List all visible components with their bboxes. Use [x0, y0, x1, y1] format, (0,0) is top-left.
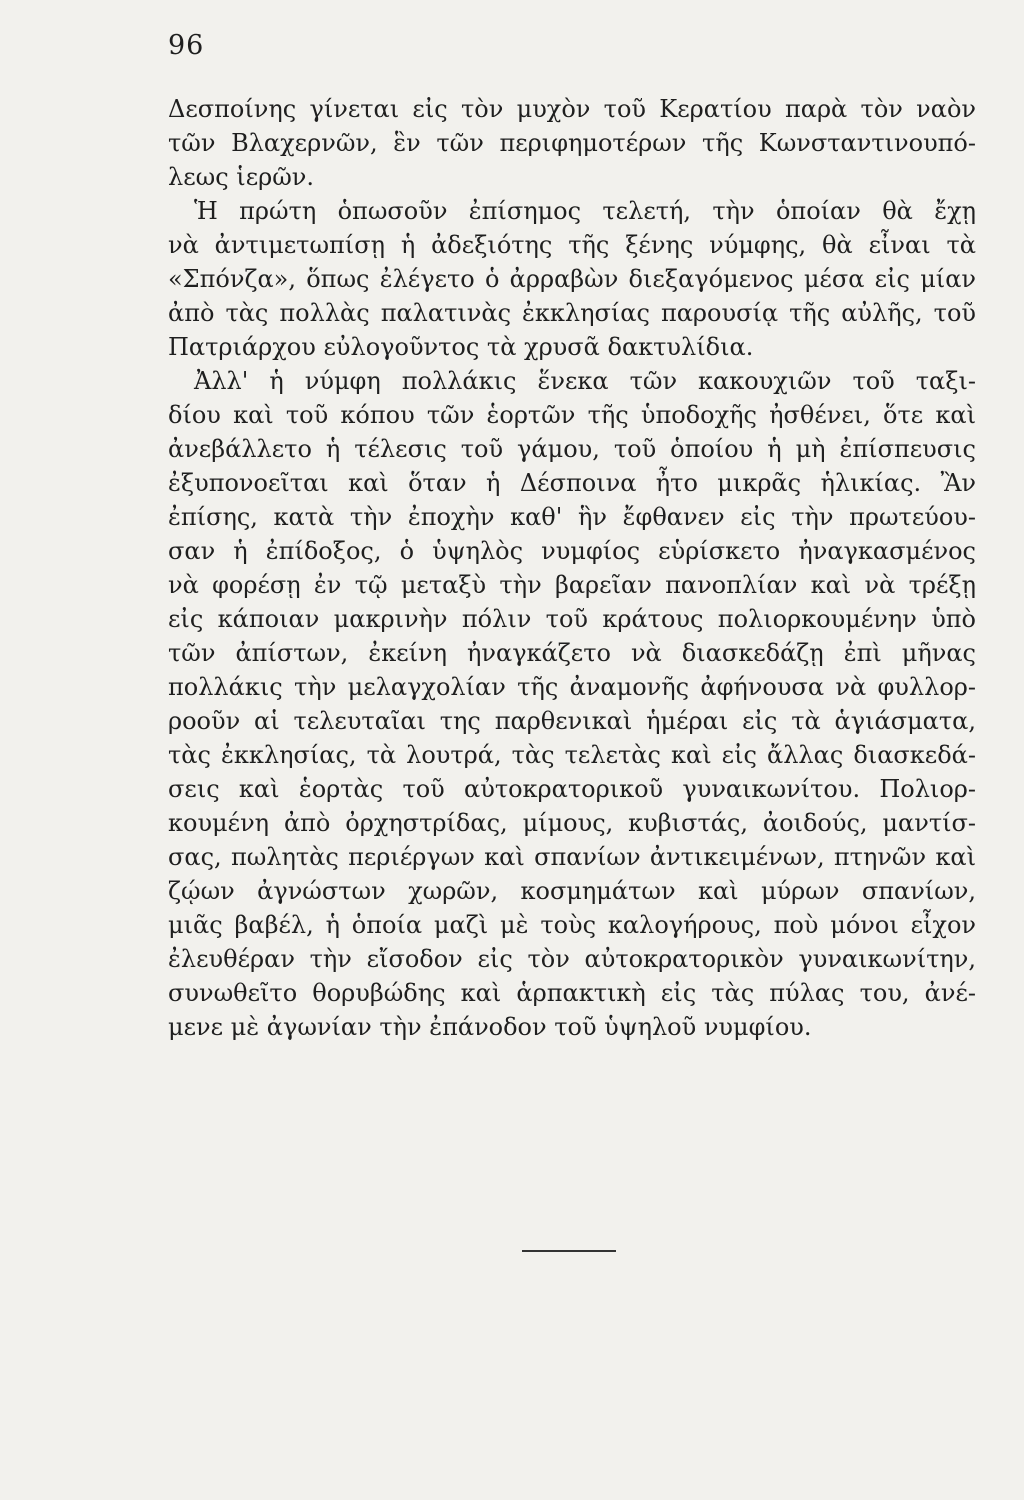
text-line: «Σπόνζα», ὅπως ἐλέγετο ὁ ἀρραβὼν διεξαγόμενος μέσα εἰς μίαν — [168, 265, 976, 293]
body-text — [168, 92, 976, 1044]
page-number: 96 — [168, 30, 205, 61]
text-line: τὰς ἐκκλησίας, τὰ λουτρά, τὰς τελετὰς καὶ εἰς ἄλλας διασκεδά- — [168, 741, 976, 769]
section-divider — [522, 1250, 616, 1252]
text-line: νὰ φορέσῃ ἐν τῷ μεταξὺ τὴν βαρεῖαν πανοπλίαν καὶ νὰ τρέξῃ — [168, 571, 976, 599]
text-line: ἀπὸ τὰς πολλὰς παλατινὰς ἐκκλησίας παρουσίᾳ τῆς αὐλῆς, τοῦ — [168, 299, 976, 327]
text-line: ἐλευθέραν τὴν εἴσοδον εἰς τὸν αὐτοκρατορικὸν γυναικωνίτην, — [168, 945, 976, 973]
text-line: ζῴων ἀγνώστων χωρῶν, κοσμημάτων καὶ μύρων σπανίων, — [168, 877, 976, 905]
text-line: δίου καὶ τοῦ κόπου τῶν ἑορτῶν τῆς ὑποδοχῆς ἠσθένει, ὅτε καὶ — [168, 401, 976, 429]
text-line: ροοῦν αἱ τελευταῖαι της παρθενικαὶ ἡμέραι εἰς τὰ ἁγιάσματα, — [168, 707, 976, 735]
text-line: Δεσποίνης γίνεται εἰς τὸν μυχὸν τοῦ Κερατίου παρὰ τὸν ναὸν — [168, 95, 976, 123]
text-line: ἐξυπονοεῖται καὶ ὅταν ἡ Δέσποινα ἦτο μικρᾶς ἡλικίας. Ἂν — [168, 469, 976, 497]
text-line: κουμένη ἀπὸ ὀρχηστρίδας, μίμους, κυβιστάς, ἀοιδούς, μαντίσ- — [168, 809, 976, 837]
text-line: σαν ἡ ἐπίδοξος, ὁ ὑψηλὸς νυμφίος εὑρίσκετο ἠναγκασμένος — [168, 537, 976, 565]
text-line: τῶν Βλαχερνῶν, ἓν τῶν περιφημοτέρων τῆς Κωνσταντινουπό- — [168, 129, 976, 157]
text-line: ἀνεβάλλετο ἡ τέλεσις τοῦ γάμου, τοῦ ὁποίου ἡ μὴ ἐπίσπευσις — [168, 435, 976, 463]
text-line: νὰ ἀντιμετωπίσῃ ἡ ἀδεξιότης τῆς ξένης νύμφης, θὰ εἶναι τὰ — [168, 231, 976, 259]
text-line: τῶν ἀπίστων, ἐκείνη ἠναγκάζετο νὰ διασκεδάζῃ ἐπὶ μῆνας — [168, 639, 976, 667]
text-line: συνωθεῖτο θορυβώδης καὶ ἁρπακτικὴ εἰς τὰς πύλας του, ἀνέ- — [168, 979, 976, 1007]
text-line: μιᾶς βαβέλ, ἡ ὁποία μαζὶ μὲ τοὺς καλογήρους, ποὺ μόνοι εἶχον — [168, 911, 976, 939]
text-line: σας, πωλητὰς περιέργων καὶ σπανίων ἀντικειμένων, πτηνῶν καὶ — [168, 843, 976, 871]
text-line: Πατριάρχου εὐλογοῦντος τὰ χρυσᾶ δακτυλίδια. — [168, 333, 754, 361]
text-line: ἐπίσης, κατὰ τὴν ἐποχὴν καθ' ἣν ἔφθανεν εἰς τὴν πρωτεύου- — [168, 503, 976, 531]
text-line: μενε μὲ ἀγωνίαν τὴν ἐπάνοδον τοῦ ὑψηλοῦ νυμφίου. — [168, 1013, 812, 1041]
text-line: Ἡ πρώτη ὁπωσοῦν ἐπίσημος τελετή, τὴν ὁποίαν θὰ ἔχῃ — [194, 197, 976, 225]
text-line: εἰς κάποιαν μακρινὴν πόλιν τοῦ κράτους πολιορκουμένην ὑπὸ — [168, 605, 976, 633]
text-line: Ἀλλ' ἡ νύμφη πολλάκις ἕνεκα τῶν κακουχιῶν τοῦ ταξι- — [194, 367, 976, 395]
text-line: λεως ἱερῶν. — [168, 163, 315, 191]
text-line: πολλάκις τὴν μελαγχολίαν τῆς ἀναμονῆς ἀφήνουσα νὰ φυλλορ- — [168, 673, 976, 701]
text-line: σεις καὶ ἑορτὰς τοῦ αὐτοκρατορικοῦ γυναικωνίτου. Πολιορ- — [168, 775, 976, 803]
